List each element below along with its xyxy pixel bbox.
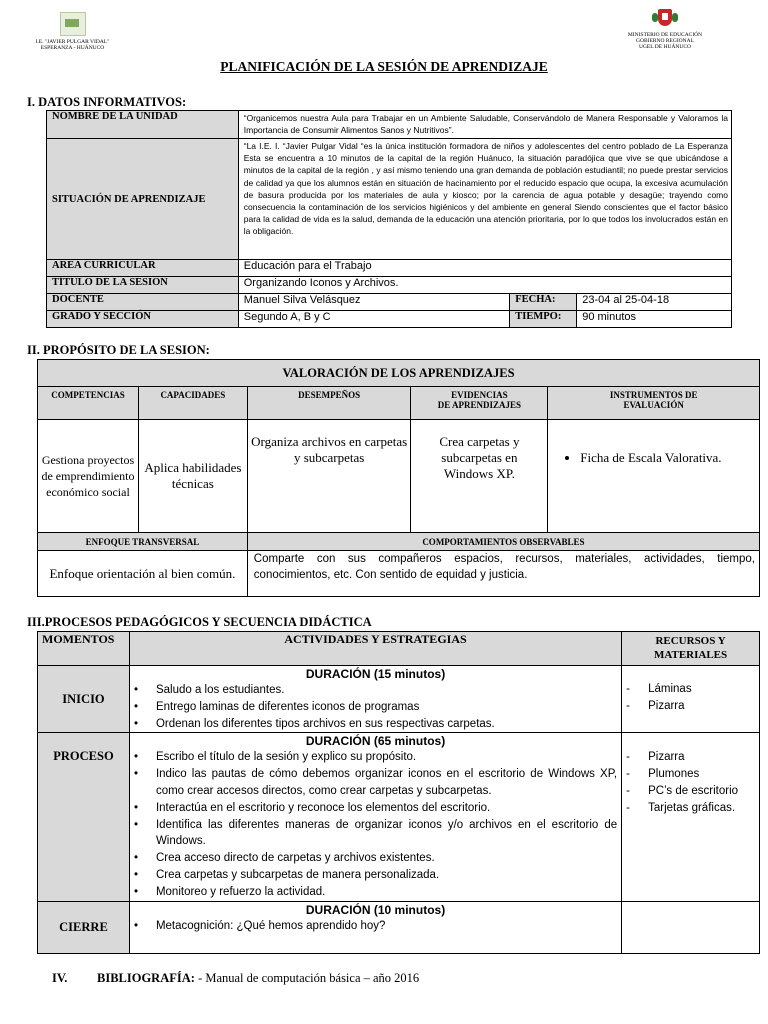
- section-2-heading: II. PROPÓSITO DE LA SESION:: [27, 343, 210, 357]
- inicio-duration: DURACIÓN (15 minutos): [305, 667, 446, 681]
- proceso-resources: [622, 733, 760, 902]
- cierre-resources: [622, 902, 760, 954]
- coat-of-arms-icon: [652, 6, 678, 30]
- col-recursos-line-2: MATERIALES: [653, 649, 728, 661]
- section-1-heading: I. DATOS INFORMATIVOS:: [27, 95, 187, 109]
- comportamiento-cell: Comparte con sus compañeros espacios, recursos, materiales, actividades, tiempo, conocimientos, etc. Con sentido de equidad y justicia.: [247, 551, 759, 597]
- fecha-label: FECHA:: [510, 294, 577, 311]
- area-label: AREA CURRICULAR: [47, 260, 239, 277]
- instrumento-item: • Ficha de Escala Valorativa.: [580, 450, 751, 466]
- situacion-label: SITUACIÓN DE APRENDIZAJE: [47, 139, 239, 260]
- col-instrumentos-line-1: INSTRUMENTOS DE: [609, 390, 698, 400]
- school-logo-icon: [60, 12, 86, 36]
- grado-value: Segundo A, B y C: [238, 311, 510, 328]
- datos-informativos-table: [46, 110, 732, 328]
- section-3-heading: III.PROCESOS PEDAGÓGICOS Y SECUENCIA DIDÁCTICA: [27, 615, 372, 629]
- proceso-label: PROCESO: [38, 733, 130, 902]
- tiempo-value: 90 minutos: [577, 311, 732, 328]
- inicio-resource-1: - Láminas: [648, 681, 757, 698]
- school-header: [20, 12, 125, 51]
- ministry-line-2: GOBIERNO REGIONAL: [636, 38, 694, 44]
- proceso-resource-3: - PC’s de escritorio: [648, 783, 757, 800]
- ministry-header: [612, 6, 718, 50]
- col-instrumentos-line-2: EVALUACIÓN: [623, 400, 684, 410]
- inicio-item-2: • Entrego laminas de diferentes iconos de programas: [156, 699, 617, 716]
- competencia-cell: Gestiona proyectos de emprendimiento económico social: [38, 420, 139, 533]
- proceso-item-7: • Monitoreo y refuerzo la actividad.: [156, 884, 617, 901]
- col-recursos-line-1: RECURSOS Y: [655, 635, 726, 647]
- area-value: Educación para el Trabajo: [238, 260, 731, 277]
- capacidad-cell: Aplica habilidades técnicas: [138, 420, 247, 533]
- valoracion-title: VALORACIÓN DE LOS APRENDIZAJES: [38, 360, 760, 387]
- col-instrumentos: [548, 387, 760, 420]
- enfoque-header: ENFOQUE TRANSVERSAL: [38, 533, 248, 551]
- proceso-item-5: • Crea acceso directo de carpetas y archivos existentes.: [156, 850, 617, 867]
- bibliografia-label: BIBLIOGRAFÍA:: [97, 971, 195, 985]
- valoracion-table: [37, 359, 760, 597]
- inicio-activities: [129, 666, 621, 733]
- bibliografia-text: - Manual de computación básica – año 2016: [194, 971, 420, 985]
- cierre-item-1: • Metacognición: ¿Qué hemos aprendido hoy?: [156, 918, 617, 935]
- col-desempenos: DESEMPEÑOS: [247, 387, 411, 420]
- proceso-resource-4: - Tarjetas gráficas.: [648, 800, 757, 817]
- proceso-resource-2: - Plumones: [648, 766, 757, 783]
- ministry-line-1: MINISTERIO DE EDUCACIÓN: [627, 32, 703, 38]
- ministry-line-3: UGEL DE HUÁNUCO: [638, 44, 692, 50]
- bibliografia: [52, 971, 419, 986]
- titulo-label: TÍTULO DE LA SESION: [47, 277, 239, 294]
- inicio-resources: [622, 666, 760, 733]
- situacion-value: “La I.E. I. “Javier Pulgar Vidal “es la única institución formadora de niños y adolescentes del centro poblado de La Esperanza Esta se encuentra a 10 minutos de la capital de la región Huánuco, la situación paradójica que vive se que ubicándose a minutos de la capital de la región , y así mismo teniendo una gran demanda de población estudiantil; no puede prestar servicios de calidad ya que los alumnos están en situación de hacinamiento por el reducido espacio que ocupa, la excesiva acumulación de basura producida por los materiales de aula y kiosco; por la carencia de agua potable y desagüe; trayendo como consecuencia la contaminación de los servicios higiénicos y del ambiente en general Siendo conscientes que el factor básico para la calidad de vida es la salud, demanda de la educación una atención prioritaria, por lo que todos los involucrados están en la obligación.: [238, 139, 731, 260]
- proceso-item-3: • Interactúa en el escritorio y reconoce los elementos del escritorio.: [156, 800, 617, 817]
- procesos-table: [37, 631, 760, 954]
- evidencia-cell: Crea carpetas y subcarpetas en Windows XP.: [411, 420, 548, 533]
- tiempo-label: TIEMPO:: [510, 311, 577, 328]
- docente-label: DOCENTE: [47, 294, 239, 311]
- inicio-resource-2: - Pizarra: [648, 698, 757, 715]
- col-actividades: ACTIVIDADES Y ESTRATEGIAS: [129, 632, 621, 666]
- cierre-duration: DURACIÓN (10 minutos): [305, 903, 446, 918]
- proceso-activities: [129, 733, 621, 902]
- comportamientos-header: COMPORTAMIENTOS OBSERVABLES: [247, 533, 759, 551]
- titulo-value: Organizando Iconos y Archivos.: [238, 277, 731, 294]
- unidad-value: “Organicemos nuestra Aula para Trabajar en un Ambiente Saludable, Conservándolo de Manera Responsable y Valoramos la Importancia de Consumir Alimentos Sanos y Nutritivos”.: [238, 111, 731, 139]
- col-recursos: [622, 632, 760, 666]
- col-competencias: COMPETENCIAS: [38, 387, 139, 420]
- enfoque-cell: Enfoque orientación al bien común.: [38, 551, 248, 597]
- col-evidencias-line-2: DE APRENDIZAJES: [437, 400, 522, 410]
- fecha-value: 23-04 al 25-04-18: [577, 294, 732, 311]
- school-location: ESPERANZA - HUÁNUCO: [40, 45, 105, 51]
- proceso-duration: DURACIÓN (65 minutos): [305, 734, 446, 749]
- col-evidencias: [411, 387, 548, 420]
- inicio-label: INICIO: [38, 666, 130, 733]
- grado-label: GRADO Y SECCIÓN: [47, 311, 239, 328]
- proceso-item-1: • Escribo el título de la sesión y explico su propósito.: [156, 749, 617, 766]
- col-momentos: MOMENTOS: [38, 632, 130, 666]
- school-name: I.E. "JAVIER PULGAR VIDAL": [35, 39, 110, 45]
- proceso-resource-1: - Pizarra: [648, 749, 757, 766]
- docente-value: Manuel Silva Velásquez: [238, 294, 510, 311]
- cierre-activities: [129, 902, 621, 954]
- inicio-item-3: • Ordenan los diferentes tipos archivos en sus respectivas carpetas.: [156, 716, 617, 733]
- bibliografia-number: IV.: [52, 971, 68, 985]
- instrumento-cell: [548, 420, 760, 533]
- cierre-label: CIERRE: [38, 902, 130, 954]
- proceso-item-4: • Identifica las diferentes maneras de organizar iconos y/o archivos en el escritorio de Windows.: [156, 817, 617, 851]
- col-evidencias-line-1: EVIDENCIAS: [451, 390, 508, 400]
- proceso-item-2: • Indico las pautas de cómo debemos organizar iconos en el escritorio de Windows XP, como crear accesos directos, como crear carpetas y subcarpetas.: [156, 766, 617, 800]
- unidad-label: NOMBRE DE LA UNIDAD: [47, 111, 239, 139]
- page-title: PLANIFICACIÓN DE LA SESIÓN DE APRENDIZAJE: [220, 59, 548, 74]
- col-capacidades: CAPACIDADES: [138, 387, 247, 420]
- desempeno-cell: Organiza archivos en carpetas y subcarpetas: [247, 420, 411, 533]
- proceso-item-6: • Crea carpetas y subcarpetas de manera personalizada.: [156, 867, 617, 884]
- inicio-item-1: • Saludo a los estudiantes.: [156, 682, 617, 699]
